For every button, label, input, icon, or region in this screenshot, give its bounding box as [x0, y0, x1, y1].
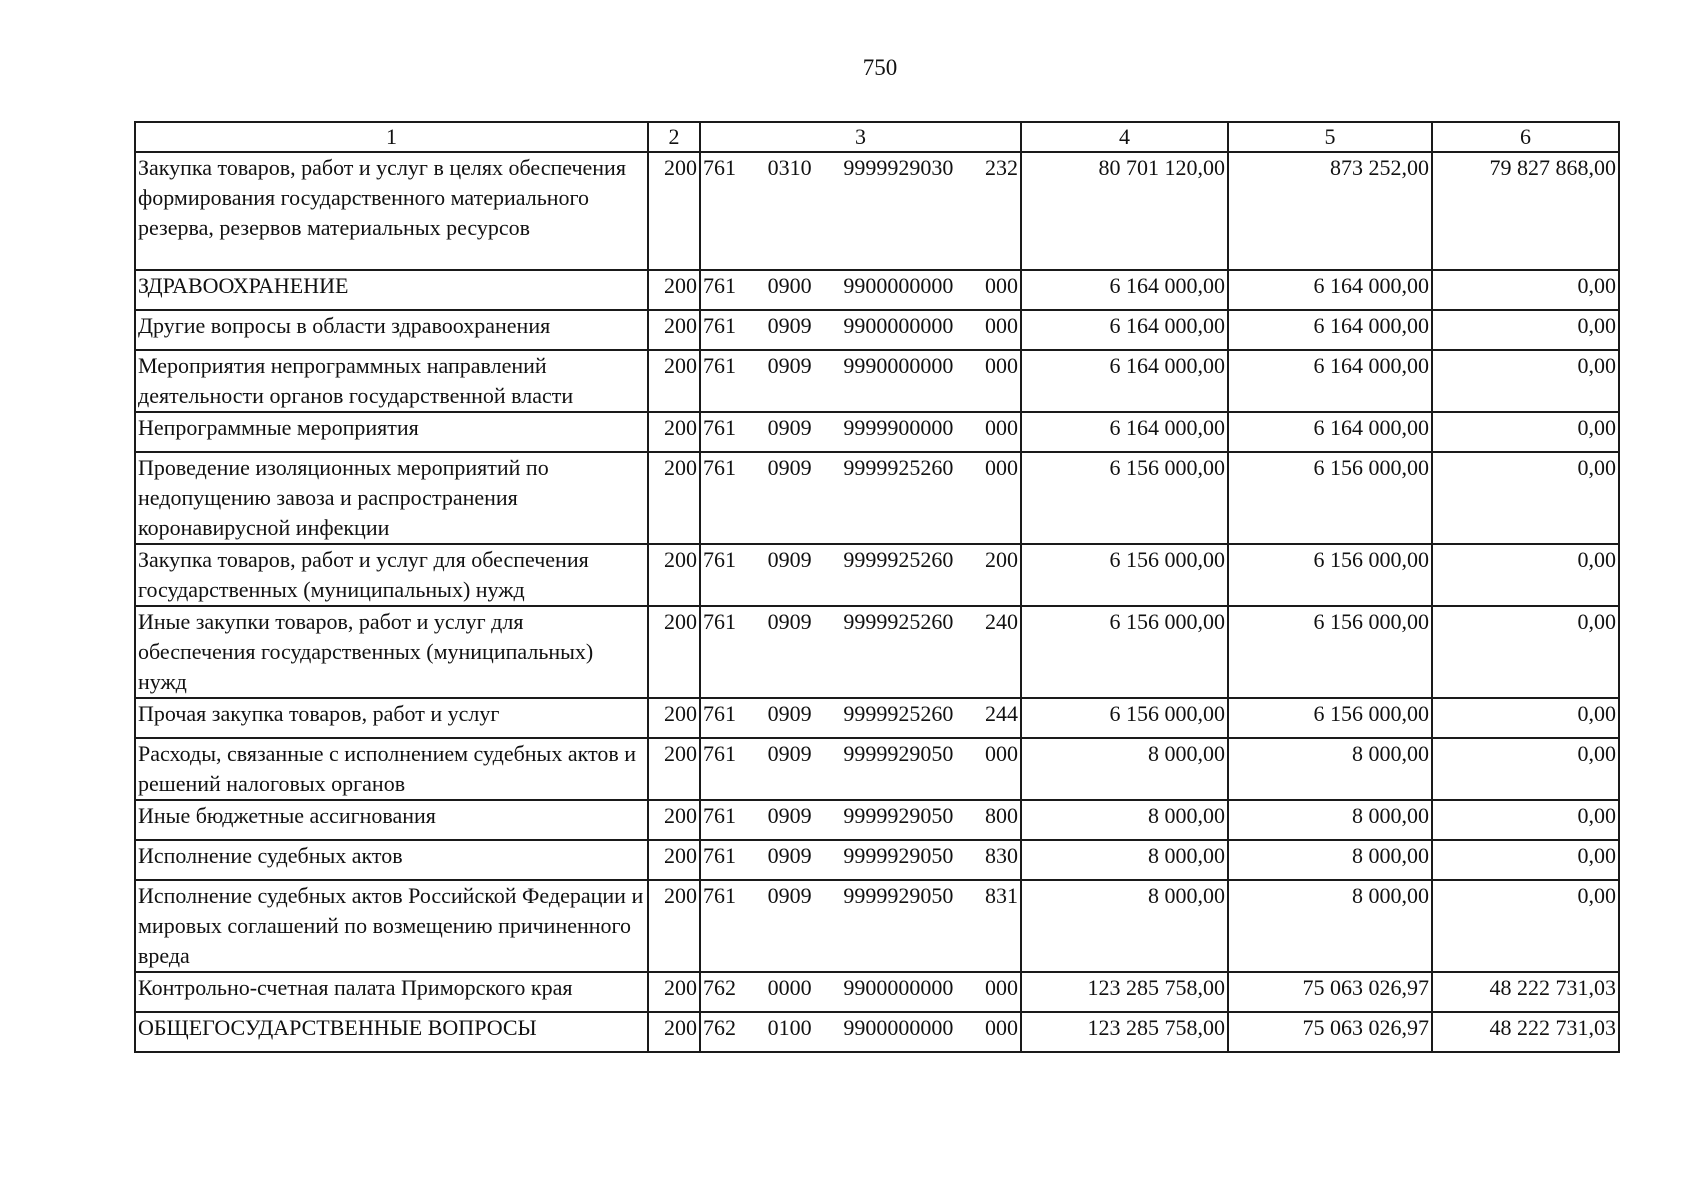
target-article-code: 9999929050 — [843, 803, 954, 828]
admin-code: 761 — [703, 883, 736, 908]
header-row — [135, 122, 1619, 152]
table-row — [135, 452, 1619, 544]
row-name: Непрограммные мероприятия — [135, 412, 648, 452]
row-value-6: 0,00 — [1432, 698, 1619, 738]
row-value-4: 8 000,00 — [1021, 800, 1228, 840]
row-classification-codes — [700, 606, 1021, 698]
admin-code: 761 — [703, 741, 736, 766]
section-code: 0909 — [767, 415, 812, 440]
row-value-6: 0,00 — [1432, 544, 1619, 606]
classification-codes — [703, 801, 1018, 831]
table-row — [135, 738, 1619, 800]
expense-type-code: 200 — [984, 547, 1018, 572]
table-row — [135, 800, 1619, 840]
row-value-5: 6 164 000,00 — [1228, 412, 1432, 452]
row-value-4: 6 164 000,00 — [1021, 310, 1228, 350]
classification-codes — [703, 881, 1018, 911]
classification-codes — [703, 271, 1018, 301]
classification-codes — [703, 699, 1018, 729]
row-code-200: 200 — [648, 1012, 700, 1052]
row-value-4: 6 156 000,00 — [1021, 544, 1228, 606]
budget-table — [134, 121, 1620, 1053]
row-value-4: 6 164 000,00 — [1021, 270, 1228, 310]
table-row — [135, 270, 1619, 310]
row-code-200: 200 — [648, 840, 700, 880]
target-article-code: 9900000000 — [843, 313, 954, 338]
row-classification-codes — [700, 544, 1021, 606]
row-name: Закупка товаров, работ и услуг для обеспечения государственных (муниципальных) нужд — [135, 544, 648, 606]
row-name: Прочая закупка товаров, работ и услуг — [135, 698, 648, 738]
admin-code: 761 — [703, 803, 736, 828]
row-value-6: 0,00 — [1432, 350, 1619, 412]
expense-type-code: 000 — [984, 741, 1018, 766]
classification-codes — [703, 841, 1018, 871]
row-value-6: 0,00 — [1432, 412, 1619, 452]
row-value-4: 8 000,00 — [1021, 738, 1228, 800]
table-row — [135, 698, 1619, 738]
row-value-4: 123 285 758,00 — [1021, 1012, 1228, 1052]
row-value-6: 0,00 — [1432, 310, 1619, 350]
row-name: Закупка товаров, работ и услуг в целях обеспечения формирования государственного материального резерва, резервов материальных ресурсов — [135, 152, 648, 270]
page-number: 750 — [862, 55, 898, 80]
row-value-6: 0,00 — [1432, 606, 1619, 698]
row-name: Исполнение судебных актов — [135, 840, 648, 880]
row-value-5: 6 156 000,00 — [1228, 698, 1432, 738]
row-value-4: 6 164 000,00 — [1021, 350, 1228, 412]
row-code-200: 200 — [648, 270, 700, 310]
target-article-code: 9999929030 — [843, 155, 954, 180]
expense-type-code: 000 — [984, 353, 1018, 378]
admin-code: 761 — [703, 273, 736, 298]
row-name: Проведение изоляционных мероприятий по недопущению завоза и распространения коронавирусной инфекции — [135, 452, 648, 544]
row-name: Другие вопросы в области здравоохранения — [135, 310, 648, 350]
table-row — [135, 350, 1619, 412]
expense-type-code: 000 — [984, 273, 1018, 298]
expense-type-code: 232 — [984, 155, 1018, 180]
row-value-6: 0,00 — [1432, 270, 1619, 310]
table-row — [135, 880, 1619, 972]
row-code-200: 200 — [648, 606, 700, 698]
header-cell: 1 — [135, 122, 648, 152]
row-name: Иные бюджетные ассигнования — [135, 800, 648, 840]
row-code-200: 200 — [648, 972, 700, 1012]
row-classification-codes — [700, 152, 1021, 270]
admin-code: 761 — [703, 547, 736, 572]
row-code-200: 200 — [648, 800, 700, 840]
row-classification-codes — [700, 972, 1021, 1012]
row-value-5: 6 156 000,00 — [1228, 544, 1432, 606]
section-code: 0909 — [767, 701, 812, 726]
row-value-5: 6 156 000,00 — [1228, 452, 1432, 544]
row-classification-codes — [700, 880, 1021, 972]
row-classification-codes — [700, 270, 1021, 310]
row-value-4: 6 156 000,00 — [1021, 452, 1228, 544]
row-value-5: 873 252,00 — [1228, 152, 1432, 270]
admin-code: 761 — [703, 609, 736, 634]
row-value-5: 6 164 000,00 — [1228, 270, 1432, 310]
row-value-6: 79 827 868,00 — [1432, 152, 1619, 270]
header-cell: 6 — [1432, 122, 1619, 152]
admin-code: 762 — [703, 975, 736, 1000]
row-value-6: 48 222 731,03 — [1432, 1012, 1619, 1052]
target-article-code: 9900000000 — [843, 273, 954, 298]
row-value-5: 8 000,00 — [1228, 840, 1432, 880]
row-name: Исполнение судебных актов Российской Федерации и мировых соглашений по возмещению причиненного вреда — [135, 880, 648, 972]
row-classification-codes — [700, 738, 1021, 800]
table-row — [135, 310, 1619, 350]
row-name: ОБЩЕГОСУДАРСТВЕННЫЕ ВОПРОСЫ — [135, 1012, 648, 1052]
table-row — [135, 972, 1619, 1012]
table-row — [135, 412, 1619, 452]
row-value-5: 8 000,00 — [1228, 738, 1432, 800]
expense-type-code: 000 — [984, 455, 1018, 480]
section-code: 0909 — [767, 741, 812, 766]
expense-type-code: 830 — [984, 843, 1018, 868]
row-value-4: 123 285 758,00 — [1021, 972, 1228, 1012]
row-value-4: 6 156 000,00 — [1021, 698, 1228, 738]
section-code: 0909 — [767, 353, 812, 378]
table-row — [135, 152, 1619, 270]
row-code-200: 200 — [648, 412, 700, 452]
target-article-code: 9999925260 — [843, 701, 954, 726]
expense-type-code: 244 — [984, 701, 1018, 726]
row-code-200: 200 — [648, 698, 700, 738]
row-value-6: 0,00 — [1432, 880, 1619, 972]
row-name: Контрольно-счетная палата Приморского края — [135, 972, 648, 1012]
row-classification-codes — [700, 800, 1021, 840]
target-article-code: 9999900000 — [843, 415, 954, 440]
expense-type-code: 000 — [984, 975, 1018, 1000]
row-name: Иные закупки товаров, работ и услуг для обеспечения государственных (муниципальных) нужд — [135, 606, 648, 698]
admin-code: 761 — [703, 455, 736, 480]
admin-code: 761 — [703, 843, 736, 868]
expense-type-code: 831 — [984, 883, 1018, 908]
row-value-4: 80 701 120,00 — [1021, 152, 1228, 270]
section-code: 0909 — [767, 609, 812, 634]
row-value-5: 75 063 026,97 — [1228, 1012, 1432, 1052]
row-classification-codes — [700, 840, 1021, 880]
classification-codes — [703, 739, 1018, 769]
classification-codes — [703, 545, 1018, 575]
row-value-5: 6 164 000,00 — [1228, 310, 1432, 350]
row-value-6: 48 222 731,03 — [1432, 972, 1619, 1012]
header-cell: 2 — [648, 122, 700, 152]
row-classification-codes — [700, 1012, 1021, 1052]
classification-codes — [703, 153, 1018, 183]
admin-code: 762 — [703, 1015, 736, 1040]
section-code: 0909 — [767, 313, 812, 338]
row-value-6: 0,00 — [1432, 452, 1619, 544]
row-value-6: 0,00 — [1432, 800, 1619, 840]
target-article-code: 9900000000 — [843, 1015, 954, 1040]
header-cell: 5 — [1228, 122, 1432, 152]
row-value-5: 8 000,00 — [1228, 800, 1432, 840]
row-name: ЗДРАВООХРАНЕНИЕ — [135, 270, 648, 310]
row-value-6: 0,00 — [1432, 840, 1619, 880]
row-value-4: 6 156 000,00 — [1021, 606, 1228, 698]
classification-codes — [703, 973, 1018, 1003]
target-article-code: 9900000000 — [843, 975, 954, 1000]
row-classification-codes — [700, 412, 1021, 452]
classification-codes — [703, 413, 1018, 443]
row-code-200: 200 — [648, 152, 700, 270]
row-classification-codes — [700, 350, 1021, 412]
row-value-4: 6 164 000,00 — [1021, 412, 1228, 452]
row-value-6: 0,00 — [1432, 738, 1619, 800]
target-article-code: 9999929050 — [843, 843, 954, 868]
admin-code: 761 — [703, 353, 736, 378]
target-article-code: 9990000000 — [843, 353, 954, 378]
row-code-200: 200 — [648, 880, 700, 972]
classification-codes — [703, 607, 1018, 637]
row-classification-codes — [700, 698, 1021, 738]
row-name: Расходы, связанные с исполнением судебных актов и решений налоговых органов — [135, 738, 648, 800]
admin-code: 761 — [703, 313, 736, 338]
classification-codes — [703, 351, 1018, 381]
row-name: Мероприятия непрограммных направлений деятельности органов государственной власти — [135, 350, 648, 412]
row-value-4: 8 000,00 — [1021, 840, 1228, 880]
target-article-code: 9999925260 — [843, 609, 954, 634]
target-article-code: 9999929050 — [843, 883, 954, 908]
table-row — [135, 840, 1619, 880]
row-classification-codes — [700, 452, 1021, 544]
section-code: 0909 — [767, 803, 812, 828]
target-article-code: 9999925260 — [843, 547, 954, 572]
row-code-200: 200 — [648, 310, 700, 350]
admin-code: 761 — [703, 155, 736, 180]
row-value-4: 8 000,00 — [1021, 880, 1228, 972]
section-code: 0100 — [767, 1015, 812, 1040]
target-article-code: 9999929050 — [843, 741, 954, 766]
header-cell: 3 — [700, 122, 1021, 152]
expense-type-code: 240 — [984, 609, 1018, 634]
table-row — [135, 1012, 1619, 1052]
row-classification-codes — [700, 310, 1021, 350]
row-code-200: 200 — [648, 452, 700, 544]
classification-codes — [703, 311, 1018, 341]
row-value-5: 6 164 000,00 — [1228, 350, 1432, 412]
expense-type-code: 000 — [984, 1015, 1018, 1040]
header-cell: 4 — [1021, 122, 1228, 152]
section-code: 0909 — [767, 843, 812, 868]
row-value-5: 8 000,00 — [1228, 880, 1432, 972]
table-row — [135, 544, 1619, 606]
section-code: 0909 — [767, 883, 812, 908]
section-code: 0909 — [767, 455, 812, 480]
row-value-5: 75 063 026,97 — [1228, 972, 1432, 1012]
admin-code: 761 — [703, 701, 736, 726]
row-code-200: 200 — [648, 738, 700, 800]
target-article-code: 9999925260 — [843, 455, 954, 480]
row-code-200: 200 — [648, 350, 700, 412]
section-code: 0000 — [767, 975, 812, 1000]
row-value-5: 6 156 000,00 — [1228, 606, 1432, 698]
row-code-200: 200 — [648, 544, 700, 606]
section-code: 0900 — [767, 273, 812, 298]
table-row — [135, 606, 1619, 698]
section-code: 0909 — [767, 547, 812, 572]
expense-type-code: 000 — [984, 313, 1018, 338]
expense-type-code: 800 — [984, 803, 1018, 828]
section-code: 0310 — [767, 155, 812, 180]
classification-codes — [703, 453, 1018, 483]
admin-code: 761 — [703, 415, 736, 440]
expense-type-code: 000 — [984, 415, 1018, 440]
classification-codes — [703, 1013, 1018, 1043]
